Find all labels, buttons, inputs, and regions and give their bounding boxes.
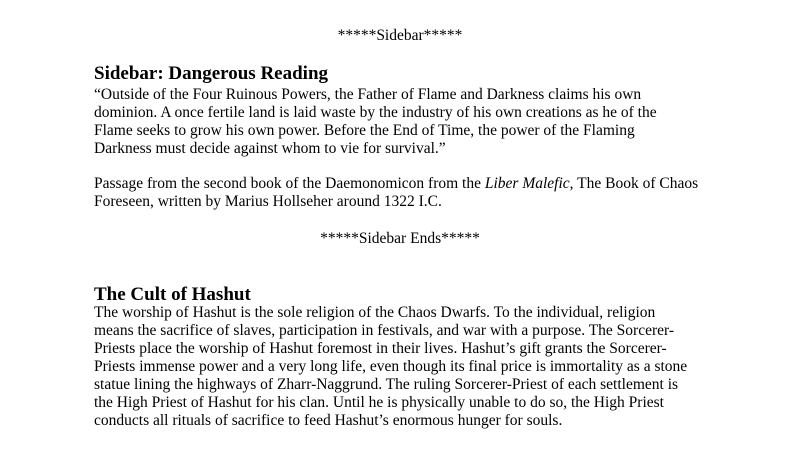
section-body-line: conducts all rituals of sacrifice to feed Hashut’s enormous hunger for souls.	[94, 412, 563, 429]
section-body-line: statue lining the highways of Zharr-Naggrund. The ruling Sorcerer-Priest of each settlement is	[94, 376, 679, 393]
sidebar-source-line-2: Foreseen, written by Marius Hollseher around 1322 I.C.	[94, 193, 442, 210]
section-body-line: Priests immense power and a very long life, even though its final price is immortality as a stone	[94, 358, 688, 375]
sidebar-quote-line: Darkness must decide against whom to vie for survival.”	[94, 140, 446, 157]
section-body-line: means the sacrifice of slaves, participation in festivals, and war with a purpose. The Sorcerer-	[94, 322, 675, 339]
sidebar-title: Sidebar: Dangerous Reading	[94, 63, 329, 84]
section-body-line: Priests place the worship of Hashut foremost in their lives. Hashut’s gift grants the Sorcerer-	[94, 340, 667, 357]
sidebar-start-marker: *****Sidebar*****	[337, 27, 463, 44]
section-body	[94, 304, 714, 430]
sidebar-quote-line: dominion. A once fertile land is laid waste by the industry of his own creations as he of the	[94, 104, 657, 121]
section-title: The Cult of Hashut	[94, 284, 251, 305]
sidebar-source-line-1	[94, 175, 714, 193]
sidebar-source	[94, 175, 714, 211]
source-text: , The Book of Chaos	[569, 175, 699, 192]
section-body-line: The worship of Hashut is the sole religion of the Chaos Dwarfs. To the individual, religion	[94, 304, 656, 321]
sidebar-quote-line: “Outside of the Four Ruinous Powers, the Father of Flame and Darkness claims his own	[94, 86, 642, 103]
sidebar-end-marker: *****Sidebar Ends*****	[320, 230, 480, 247]
sidebar-quote-line: Flame seeks to grow his own power. Before the End of Time, the power of the Flaming	[94, 122, 635, 139]
section-body-line: the High Priest of Hashut for his clan. Until he is physically unable to do so, the High Priest	[94, 394, 664, 411]
book-title: Liber Malefic	[484, 175, 570, 192]
sidebar-quote	[94, 86, 714, 158]
source-text: Passage from the second book of the Daemonomicon from the	[94, 175, 485, 192]
